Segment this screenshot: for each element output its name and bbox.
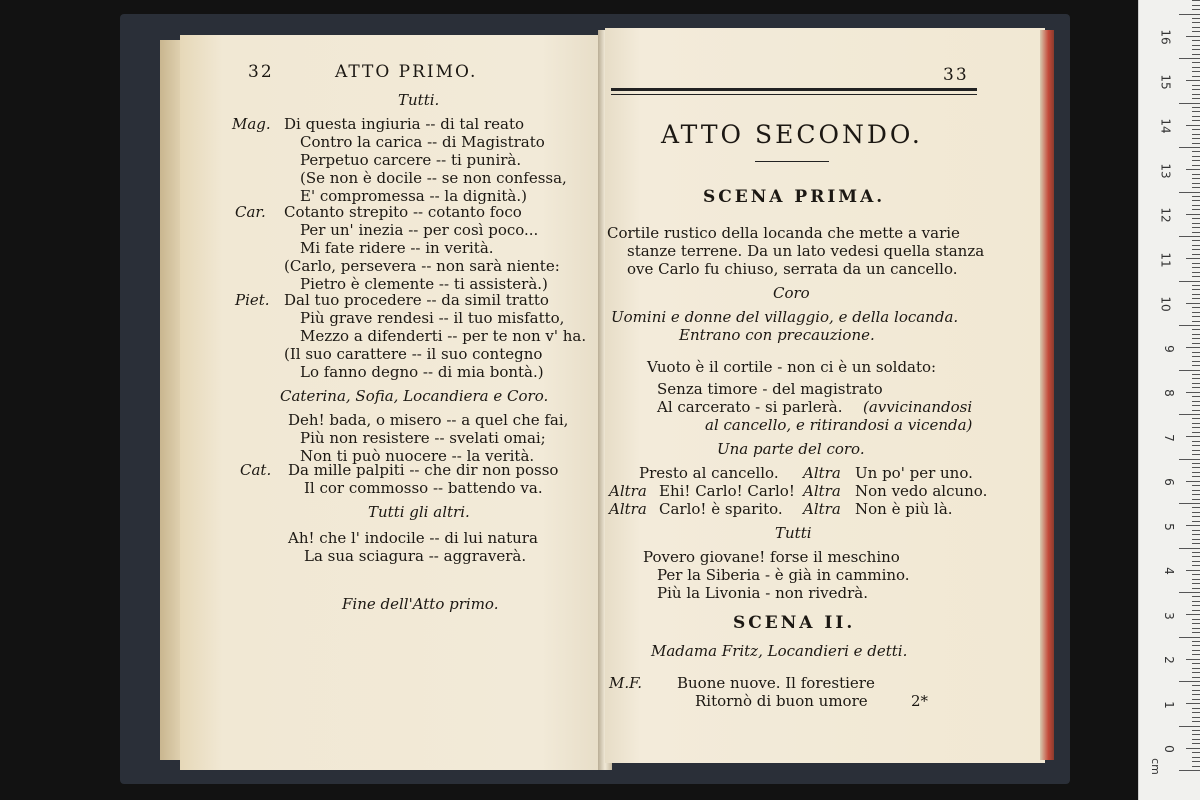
ruler-tick	[1192, 534, 1200, 535]
ruler-tick	[1192, 494, 1200, 495]
coro-label: Coro	[773, 284, 810, 302]
ruler-tick	[1192, 730, 1200, 731]
verse-line: Il cor commosso -- battendo va.	[304, 479, 543, 497]
ruler-tick	[1186, 214, 1200, 215]
ruler-tick	[1192, 76, 1200, 77]
ruler-tick	[1179, 637, 1200, 638]
ruler-number: 2	[1162, 656, 1177, 664]
speech-heading: Tutti.	[398, 91, 440, 109]
ruler-tick	[1192, 677, 1200, 678]
ruler-tick	[1192, 512, 1200, 513]
speaker-mag: Mag.	[232, 115, 271, 133]
verse-line: Di questa ingiuria -- di tal reato	[284, 115, 525, 133]
ruler-tick	[1192, 254, 1200, 255]
ruler-tick	[1179, 459, 1200, 460]
ruler-number: 15	[1158, 73, 1173, 90]
ruler-tick	[1192, 143, 1200, 144]
ruler-tick	[1192, 245, 1200, 246]
ruler-tick	[1192, 160, 1200, 161]
ruler-tick	[1192, 165, 1200, 166]
ruler-tick	[1179, 770, 1200, 771]
ruler-tick	[1192, 263, 1200, 264]
ruler-tick	[1179, 726, 1200, 727]
ruler-tick	[1192, 588, 1200, 589]
ruler-tick	[1192, 628, 1200, 629]
ruler-tick	[1192, 334, 1200, 335]
ruler-tick	[1192, 138, 1200, 139]
scene-title: SCENA PRIMA.	[703, 187, 886, 207]
ruler-tick	[1192, 116, 1200, 117]
scene-title: SCENA II.	[733, 613, 856, 633]
exchange-line: Presto al cancello.	[639, 464, 779, 482]
ruler-tick	[1192, 22, 1200, 23]
ruler-tick	[1186, 125, 1200, 126]
verse-line: Da mille palpiti -- che dir non posso	[288, 461, 559, 479]
ruler-number: 11	[1158, 251, 1173, 268]
ruler-tick	[1186, 525, 1200, 526]
ruler-tick	[1192, 62, 1200, 63]
ruler-tick	[1192, 530, 1200, 531]
ruler-tick	[1192, 200, 1200, 201]
ruler-tick	[1192, 516, 1200, 517]
ruler-tick	[1192, 365, 1200, 366]
tutti-label: Tutti	[775, 524, 812, 542]
right-page-number: 33	[943, 65, 969, 85]
ruler-tick	[1192, 507, 1200, 508]
stage-direction: al cancello, e ritirandosi a vicenda)	[705, 416, 973, 434]
ruler-tick	[1186, 703, 1200, 704]
ruler-tick	[1192, 521, 1200, 522]
ruler-tick	[1179, 592, 1200, 593]
ruler-tick	[1192, 685, 1200, 686]
ruler-tick	[1186, 748, 1200, 749]
ruler-tick	[1192, 739, 1200, 740]
left-running-head: ATTO PRIMO.	[335, 62, 478, 82]
verse-line: Ah! che l' indocile -- di lui natura	[288, 529, 538, 547]
ruler-tick	[1192, 463, 1200, 464]
ruler-tick	[1186, 392, 1200, 393]
ruler-tick	[1192, 174, 1200, 175]
ruler-tick	[1192, 98, 1200, 99]
ruler-tick	[1179, 192, 1200, 193]
exchange-line: Carlo! è sparito.	[659, 500, 783, 518]
ruler-tick	[1186, 303, 1200, 304]
measuring-ruler	[1138, 0, 1200, 800]
ruler-tick	[1186, 614, 1200, 615]
verse-line: Vuoto è il cortile - non ci è un soldato:	[647, 358, 937, 376]
verse-line: Mi fate ridere -- in verità.	[300, 239, 494, 257]
verse-line: Ritornò di buon umore	[695, 692, 868, 710]
ruler-tick	[1192, 338, 1200, 339]
verse-line: Non ti può nuocere -- la verità.	[300, 447, 535, 465]
ruler-tick	[1192, 249, 1200, 250]
ruler-tick	[1192, 374, 1200, 375]
verse-line: Per un' inezia -- per così poco...	[300, 221, 539, 239]
ruler-tick	[1192, 196, 1200, 197]
ruler-tick	[1192, 383, 1200, 384]
ruler-tick	[1192, 574, 1200, 575]
exchange-line: Ehi! Carlo! Carlo!	[659, 482, 795, 500]
speaker-altra: Altra	[803, 482, 841, 500]
ruler-tick	[1192, 743, 1200, 744]
ruler-tick	[1192, 485, 1200, 486]
ruler-tick	[1192, 721, 1200, 722]
double-rule-top	[611, 88, 977, 91]
speaker-altra: Altra	[803, 500, 841, 518]
ruler-tick	[1192, 94, 1200, 95]
ruler-tick	[1192, 187, 1200, 188]
ruler-tick	[1186, 258, 1200, 259]
ruler-tick	[1186, 436, 1200, 437]
ruler-tick	[1192, 134, 1200, 135]
ruler-tick	[1192, 766, 1200, 767]
ruler-tick	[1179, 236, 1200, 237]
ruler-tick	[1192, 672, 1200, 673]
ruler-number: 13	[1158, 162, 1173, 179]
ruler-tick	[1192, 641, 1200, 642]
ruler-tick	[1179, 58, 1200, 59]
ruler-tick	[1192, 31, 1200, 32]
ruler-number: 5	[1162, 522, 1177, 531]
ruler-tick	[1192, 49, 1200, 50]
scene-description-line: Cortile rustico della locanda che mette a varie	[607, 224, 960, 242]
ruler-tick	[1192, 717, 1200, 718]
ruler-tick	[1192, 285, 1200, 286]
ruler-tick	[1192, 663, 1200, 664]
ruler-tick	[1192, 387, 1200, 388]
ruler-tick	[1192, 645, 1200, 646]
coro-description-line: Entrano con precauzione.	[679, 326, 875, 344]
verse-line: La sua sciagura -- aggraverà.	[304, 547, 527, 565]
ruler-tick	[1192, 294, 1200, 295]
ruler-tick	[1192, 54, 1200, 55]
verse-line: Senza timore - del magistrato	[657, 380, 883, 398]
ruler-tick	[1192, 596, 1200, 597]
ruler-tick	[1192, 734, 1200, 735]
verse-line: Al carcerato - si parlerà.	[657, 398, 843, 416]
ruler-tick	[1179, 14, 1200, 15]
ruler-tick	[1179, 325, 1200, 326]
ruler-tick	[1186, 80, 1200, 81]
ruler-tick	[1192, 472, 1200, 473]
verse-line: Mezzo a difenderti -- per te non v' ha.	[300, 327, 587, 345]
double-rule-bottom	[611, 94, 977, 95]
ruler-tick	[1192, 543, 1200, 544]
ruler-tick	[1186, 570, 1200, 571]
speaker-altra: Altra	[609, 500, 647, 518]
ruler-tick	[1192, 490, 1200, 491]
act-title: ATTO SECONDO.	[661, 120, 923, 149]
speaker-piet: Piet.	[235, 291, 270, 309]
ruler-tick	[1192, 18, 1200, 19]
ruler-tick	[1192, 445, 1200, 446]
ruler-tick	[1192, 552, 1200, 553]
ruler-tick	[1179, 147, 1200, 148]
ruler-tick	[1192, 556, 1200, 557]
ruler-tick	[1192, 418, 1200, 419]
ruler-tick	[1192, 450, 1200, 451]
ruler-tick	[1192, 467, 1200, 468]
ruler-number: 16	[1158, 29, 1173, 45]
ruler-tick	[1192, 209, 1200, 210]
ruler-tick	[1192, 307, 1200, 308]
verse-line: Più la Livonia - non rivedrà.	[657, 584, 869, 602]
ruler-tick	[1192, 694, 1200, 695]
speech-heading: Una parte del coro.	[717, 440, 865, 458]
ruler-tick	[1192, 699, 1200, 700]
ruler-number: 7	[1162, 433, 1177, 442]
ruler-tick	[1192, 0, 1200, 1]
ruler-tick	[1192, 27, 1200, 28]
speaker-car: Car.	[235, 203, 266, 221]
ruler-tick	[1192, 329, 1200, 330]
ruler-tick	[1192, 343, 1200, 344]
ruler-tick	[1192, 111, 1200, 112]
title-underline	[755, 161, 829, 162]
ruler-tick	[1192, 9, 1200, 10]
ruler-tick	[1192, 85, 1200, 86]
exchange-line: Un po' per uno.	[855, 464, 973, 482]
ruler-tick	[1192, 690, 1200, 691]
ruler-tick	[1192, 240, 1200, 241]
ruler-number: 6	[1162, 478, 1177, 486]
ruler-tick	[1192, 218, 1200, 219]
ruler-number: 3	[1162, 611, 1177, 620]
ruler-tick	[1186, 36, 1200, 37]
exchange-line: Non è più là.	[855, 500, 953, 518]
speaker-mf: M.F.	[609, 674, 642, 692]
ruler-number: 4	[1162, 567, 1177, 575]
verse-line: Per la Siberia - è già in cammino.	[657, 566, 910, 584]
ruler-tick	[1192, 298, 1200, 299]
ruler-tick	[1192, 561, 1200, 562]
ruler-tick	[1192, 650, 1200, 651]
speaker-altra: Altra	[609, 482, 647, 500]
ruler-tick	[1186, 659, 1200, 660]
ruler-tick	[1192, 427, 1200, 428]
ruler-tick	[1192, 396, 1200, 397]
ruler-tick	[1192, 623, 1200, 624]
speaker-cat: Cat.	[240, 461, 272, 479]
ruler-tick	[1192, 539, 1200, 540]
verse-line: Deh! bada, o misero -- a quel che fai,	[288, 411, 569, 429]
ruler-tick	[1192, 183, 1200, 184]
ruler-tick	[1186, 347, 1200, 348]
scene-description-line: stanze terrene. Da un lato vedesi quella stanza	[627, 242, 985, 260]
ruler-tick	[1192, 107, 1200, 108]
ruler-tick	[1192, 89, 1200, 90]
ruler-tick	[1192, 276, 1200, 277]
verse-line: (Carlo, persevera -- non sarà niente:	[284, 257, 560, 275]
ruler-tick	[1192, 71, 1200, 72]
ruler-tick	[1192, 405, 1200, 406]
ruler-tick	[1192, 423, 1200, 424]
ruler-tick	[1192, 432, 1200, 433]
ruler-number: 10	[1158, 296, 1173, 312]
ruler-tick	[1192, 232, 1200, 233]
ruler-tick	[1179, 548, 1200, 549]
verse-line: Più non resistere -- svelati omai;	[300, 429, 546, 447]
ruler-number: 14	[1158, 118, 1173, 134]
ruler-tick	[1192, 120, 1200, 121]
ruler-tick	[1192, 583, 1200, 584]
ruler-number: 9	[1162, 344, 1177, 353]
ruler-tick	[1192, 45, 1200, 46]
ruler-tick	[1192, 361, 1200, 362]
ruler-tick	[1186, 481, 1200, 482]
ruler-tick	[1192, 579, 1200, 580]
ruler-tick	[1179, 503, 1200, 504]
ruler-tick	[1192, 178, 1200, 179]
act-end-note: Fine dell'Atto primo.	[342, 595, 499, 613]
ruler-tick	[1192, 605, 1200, 606]
ruler-tick	[1192, 752, 1200, 753]
right-page	[605, 28, 1045, 763]
chorus-heading: Caterina, Sofia, Locandiera e Coro.	[280, 387, 549, 405]
verse-line: (Il suo carattere -- il suo contegno	[284, 345, 543, 363]
verse-line: Pietro è clemente -- ti assisterà.)	[300, 275, 548, 293]
ruler-unit-label: cm	[1148, 758, 1162, 775]
verse-line: Buone nuove. Il forestiere	[677, 674, 875, 692]
ruler-number: 8	[1162, 389, 1177, 397]
ruler-tick	[1192, 654, 1200, 655]
ruler-number: 0	[1162, 745, 1177, 753]
verse-line: Contro la carica -- di Magistrato	[300, 133, 545, 151]
right-page-edges	[1040, 30, 1054, 760]
ruler-tick	[1192, 601, 1200, 602]
coro-description-line: Uomini e donne del villaggio, e della locanda.	[611, 308, 959, 326]
speaker-altra: Altra	[803, 464, 841, 482]
ruler-tick	[1192, 410, 1200, 411]
ruler-tick	[1192, 499, 1200, 500]
ruler-tick	[1192, 761, 1200, 762]
ruler-tick	[1192, 151, 1200, 152]
ruler-tick	[1192, 565, 1200, 566]
ruler-tick	[1192, 668, 1200, 669]
ruler-tick	[1192, 205, 1200, 206]
ruler-tick	[1192, 267, 1200, 268]
ruler-tick	[1192, 316, 1200, 317]
speech-heading: Tutti gli altri.	[368, 503, 470, 521]
ruler-tick	[1192, 454, 1200, 455]
ruler-tick	[1192, 476, 1200, 477]
ruler-tick	[1179, 103, 1200, 104]
ruler-tick	[1192, 708, 1200, 709]
ruler-tick	[1192, 289, 1200, 290]
verse-line: Perpetuo carcere -- ti punirà.	[300, 151, 522, 169]
ruler-tick	[1192, 401, 1200, 402]
ruler-tick	[1192, 610, 1200, 611]
ruler-tick	[1192, 712, 1200, 713]
ruler-tick	[1192, 156, 1200, 157]
ruler-tick	[1179, 370, 1200, 371]
ruler-tick	[1192, 757, 1200, 758]
verse-line: Dal tuo procedere -- da simil tratto	[284, 291, 549, 309]
ruler-tick	[1192, 227, 1200, 228]
ruler-tick	[1192, 67, 1200, 68]
verse-line: (Se non è docile -- se non confessa,	[300, 169, 567, 187]
ruler-tick	[1192, 129, 1200, 130]
ruler-tick	[1192, 321, 1200, 322]
ruler-tick	[1179, 681, 1200, 682]
verse-line: E' compromessa -- la dignità.)	[300, 187, 527, 205]
exchange-line: Non vedo alcuno.	[855, 482, 988, 500]
ruler-tick	[1192, 619, 1200, 620]
ruler-tick	[1186, 169, 1200, 170]
ruler-tick	[1192, 632, 1200, 633]
ruler-tick	[1192, 40, 1200, 41]
ruler-number: 12	[1158, 207, 1173, 223]
ruler-tick	[1192, 378, 1200, 379]
ruler-tick	[1192, 223, 1200, 224]
ruler-tick	[1192, 441, 1200, 442]
ruler-tick	[1192, 272, 1200, 273]
ruler-tick	[1192, 5, 1200, 6]
verse-line: Cotanto strepito -- cotanto foco	[284, 203, 522, 221]
left-page-number: 32	[248, 62, 274, 82]
ruler-tick	[1192, 312, 1200, 313]
ruler-tick	[1192, 352, 1200, 353]
ruler-tick	[1192, 356, 1200, 357]
verse-line: Più grave rendesi -- il tuo misfatto,	[300, 309, 565, 327]
verse-line: Lo fanno degno -- di mia bontà.)	[300, 363, 544, 381]
scene-description: Madama Fritz, Locandieri e detti.	[651, 642, 908, 660]
stage-direction: (avvicinandosi	[863, 398, 973, 416]
ruler-number: 1	[1162, 700, 1177, 709]
signature-mark: 2*	[911, 692, 929, 710]
ruler-tick	[1179, 414, 1200, 415]
ruler-tick	[1179, 281, 1200, 282]
scene-description-line: ove Carlo fu chiuso, serrata da un cancello.	[627, 260, 958, 278]
left-page	[180, 35, 605, 770]
verse-line: Povero giovane! forse il meschino	[643, 548, 900, 566]
